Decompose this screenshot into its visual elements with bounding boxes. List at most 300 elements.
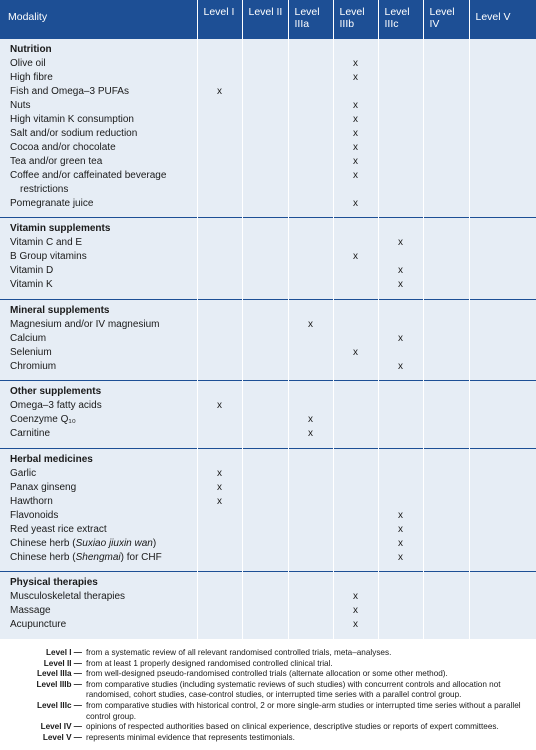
empty-cell	[197, 590, 242, 604]
empty-cell	[288, 509, 333, 523]
modality-label: Salt and/or sodium reduction	[0, 127, 197, 141]
empty-cell	[423, 57, 469, 71]
empty-cell	[378, 413, 423, 427]
empty-cell	[288, 218, 333, 237]
empty-cell	[333, 413, 378, 427]
empty-cell	[288, 467, 333, 481]
spacer-cell	[423, 565, 469, 572]
table-row	[0, 236, 536, 250]
empty-cell	[242, 604, 288, 618]
empty-cell	[378, 141, 423, 155]
empty-cell	[423, 551, 469, 565]
empty-cell	[378, 218, 423, 237]
empty-cell	[197, 604, 242, 618]
empty-cell	[469, 236, 536, 250]
modality-label: Magnesium and/or IV magnesium	[0, 318, 197, 332]
empty-cell	[423, 113, 469, 127]
legend-key: Level IIIa —	[36, 669, 82, 679]
empty-cell	[242, 250, 288, 264]
empty-cell	[378, 57, 423, 71]
group-title: Herbal medicines	[0, 448, 197, 467]
empty-cell	[197, 318, 242, 332]
table-row	[0, 278, 536, 292]
empty-cell	[423, 71, 469, 85]
modality-label: Flavonoids	[0, 509, 197, 523]
empty-cell	[333, 264, 378, 278]
empty-cell	[197, 551, 242, 565]
empty-cell	[288, 250, 333, 264]
empty-cell	[469, 113, 536, 127]
empty-cell	[288, 551, 333, 565]
table-row	[0, 71, 536, 85]
modality-label: Nuts	[0, 99, 197, 113]
empty-cell	[469, 537, 536, 551]
empty-cell	[288, 346, 333, 360]
empty-cell	[378, 427, 423, 441]
group-title: Physical therapies	[0, 572, 197, 591]
evidence-mark: x	[378, 537, 423, 551]
empty-cell	[469, 604, 536, 618]
spacer-cell	[378, 565, 423, 572]
spacer-cell	[242, 374, 288, 381]
empty-cell	[288, 381, 333, 400]
modality-label: Carnitine	[0, 427, 197, 441]
evidence-mark: x	[378, 509, 423, 523]
empty-cell	[469, 57, 536, 71]
empty-cell	[423, 250, 469, 264]
modality-label: Selenium	[0, 346, 197, 360]
spacer-cell	[423, 374, 469, 381]
empty-cell	[242, 141, 288, 155]
col-header-level-2: Level II	[242, 0, 288, 38]
empty-cell	[378, 481, 423, 495]
empty-cell	[378, 448, 423, 467]
empty-cell	[242, 448, 288, 467]
empty-cell	[469, 360, 536, 374]
evidence-mark: x	[333, 57, 378, 71]
empty-cell	[423, 467, 469, 481]
empty-cell	[423, 604, 469, 618]
modality-label: Red yeast rice extract	[0, 523, 197, 537]
evidence-mark: x	[333, 604, 378, 618]
spacer-cell	[423, 211, 469, 218]
empty-cell	[423, 346, 469, 360]
empty-cell	[423, 85, 469, 99]
modality-label: Vitamin D	[0, 264, 197, 278]
empty-cell	[469, 399, 536, 413]
empty-cell	[378, 399, 423, 413]
table-row	[0, 169, 536, 197]
empty-cell	[288, 85, 333, 99]
group-heading-row	[0, 218, 536, 237]
legend-text: represents minimal evidence that represents testimonials.	[86, 732, 295, 742]
evidence-mark: x	[333, 141, 378, 155]
empty-cell	[423, 197, 469, 211]
empty-cell	[423, 481, 469, 495]
empty-cell	[242, 551, 288, 565]
modality-label: Musculoskeletal therapies	[0, 590, 197, 604]
group-title: Vitamin supplements	[0, 218, 197, 237]
empty-cell	[469, 523, 536, 537]
spacer-cell	[197, 632, 242, 639]
spacer-cell	[288, 441, 333, 448]
table-row	[0, 427, 536, 441]
empty-cell	[469, 250, 536, 264]
spacer-cell	[333, 211, 378, 218]
empty-cell	[423, 495, 469, 509]
spacer-cell	[288, 565, 333, 572]
evidence-mark: x	[378, 332, 423, 346]
empty-cell	[242, 218, 288, 237]
group-mineral-supplements	[0, 299, 536, 381]
modality-label: Chromium	[0, 360, 197, 374]
empty-cell	[423, 218, 469, 237]
evidence-mark: x	[197, 85, 242, 99]
empty-cell	[197, 197, 242, 211]
empty-cell	[197, 169, 242, 197]
empty-cell	[288, 604, 333, 618]
table-row	[0, 346, 536, 360]
group-title: Other supplements	[0, 381, 197, 400]
evidence-mark: x	[378, 264, 423, 278]
empty-cell	[288, 264, 333, 278]
empty-cell	[469, 38, 536, 57]
empty-cell	[333, 38, 378, 57]
spacer-cell	[242, 441, 288, 448]
empty-cell	[333, 537, 378, 551]
empty-cell	[242, 572, 288, 591]
col-header-level-5: Level V	[469, 0, 536, 38]
empty-cell	[197, 155, 242, 169]
modality-label: Calcium	[0, 332, 197, 346]
empty-cell	[242, 127, 288, 141]
empty-cell	[242, 71, 288, 85]
table-row	[0, 481, 536, 495]
empty-cell	[469, 85, 536, 99]
empty-cell	[333, 218, 378, 237]
empty-cell	[197, 413, 242, 427]
spacer-cell	[469, 211, 536, 218]
empty-cell	[469, 551, 536, 565]
empty-cell	[423, 523, 469, 537]
empty-cell	[288, 448, 333, 467]
legend-entry	[0, 680, 536, 701]
group-heading-row	[0, 381, 536, 400]
empty-cell	[197, 509, 242, 523]
empty-cell	[333, 448, 378, 467]
empty-cell	[288, 113, 333, 127]
empty-cell	[423, 169, 469, 197]
empty-cell	[197, 537, 242, 551]
modality-label: Vitamin C and E	[0, 236, 197, 250]
empty-cell	[242, 299, 288, 318]
empty-cell	[378, 467, 423, 481]
evidence-mark: x	[378, 360, 423, 374]
empty-cell	[378, 604, 423, 618]
empty-cell	[378, 127, 423, 141]
table-row	[0, 85, 536, 99]
empty-cell	[333, 467, 378, 481]
modality-label: Pomegranate juice	[0, 197, 197, 211]
modality-label: B Group vitamins	[0, 250, 197, 264]
legend-text: opinions of respected authorities based on clinical experience, descriptive studies or reports of expert committees.	[86, 722, 499, 732]
empty-cell	[242, 523, 288, 537]
table-row	[0, 197, 536, 211]
empty-cell	[423, 332, 469, 346]
evidence-mark: x	[333, 197, 378, 211]
empty-cell	[469, 413, 536, 427]
empty-cell	[469, 71, 536, 85]
table-row	[0, 250, 536, 264]
evidence-mark: x	[288, 427, 333, 441]
legend-key: Level IIIb —	[36, 679, 82, 689]
empty-cell	[197, 360, 242, 374]
empty-cell	[378, 346, 423, 360]
empty-cell	[423, 38, 469, 57]
empty-cell	[423, 381, 469, 400]
empty-cell	[378, 381, 423, 400]
empty-cell	[242, 413, 288, 427]
table-row	[0, 495, 536, 509]
empty-cell	[288, 197, 333, 211]
empty-cell	[333, 523, 378, 537]
empty-cell	[242, 590, 288, 604]
empty-cell	[288, 495, 333, 509]
spacer-cell	[0, 292, 197, 299]
empty-cell	[288, 236, 333, 250]
spacer-cell	[378, 374, 423, 381]
empty-cell	[288, 169, 333, 197]
spacer-cell	[0, 211, 197, 218]
empty-cell	[197, 141, 242, 155]
empty-cell	[197, 71, 242, 85]
group-spacer	[0, 632, 536, 639]
group-spacer	[0, 565, 536, 572]
modality-label: Massage	[0, 604, 197, 618]
empty-cell	[469, 332, 536, 346]
spacer-cell	[242, 292, 288, 299]
evidence-mark: x	[197, 399, 242, 413]
empty-cell	[469, 318, 536, 332]
empty-cell	[333, 332, 378, 346]
empty-cell	[469, 572, 536, 591]
empty-cell	[469, 278, 536, 292]
group-heading-row	[0, 572, 536, 591]
table-row	[0, 99, 536, 113]
empty-cell	[333, 495, 378, 509]
evidence-mark: x	[333, 250, 378, 264]
legend-key: Level IIIc —	[36, 700, 82, 710]
legend-entry	[0, 701, 536, 722]
empty-cell	[333, 381, 378, 400]
evidence-mark: x	[197, 467, 242, 481]
legend-entry	[0, 648, 536, 659]
group-title: Mineral supplements	[0, 299, 197, 318]
spacer-cell	[469, 441, 536, 448]
empty-cell	[423, 141, 469, 155]
empty-cell	[423, 448, 469, 467]
empty-cell	[197, 278, 242, 292]
spacer-cell	[333, 632, 378, 639]
empty-cell	[469, 218, 536, 237]
table-row	[0, 537, 536, 551]
evidence-mark: x	[333, 169, 378, 197]
empty-cell	[288, 360, 333, 374]
empty-cell	[423, 413, 469, 427]
empty-cell	[423, 618, 469, 632]
spacer-cell	[423, 292, 469, 299]
empty-cell	[333, 399, 378, 413]
table-row	[0, 57, 536, 71]
col-header-level-3c: Level IIIc	[378, 0, 423, 38]
spacer-cell	[242, 565, 288, 572]
spacer-cell	[333, 565, 378, 572]
empty-cell	[378, 250, 423, 264]
empty-cell	[333, 299, 378, 318]
empty-cell	[378, 590, 423, 604]
empty-cell	[197, 264, 242, 278]
empty-cell	[333, 551, 378, 565]
empty-cell	[469, 155, 536, 169]
evidence-mark: x	[333, 590, 378, 604]
modality-label: Olive oil	[0, 57, 197, 71]
empty-cell	[469, 509, 536, 523]
empty-cell	[423, 236, 469, 250]
empty-cell	[469, 481, 536, 495]
modality-label: Acupuncture	[0, 618, 197, 632]
legend-entry	[0, 669, 536, 680]
spacer-cell	[333, 441, 378, 448]
empty-cell	[197, 427, 242, 441]
empty-cell	[469, 495, 536, 509]
empty-cell	[333, 427, 378, 441]
group-heading-row	[0, 38, 536, 57]
empty-cell	[378, 169, 423, 197]
empty-cell	[469, 590, 536, 604]
table-row	[0, 318, 536, 332]
empty-cell	[242, 85, 288, 99]
evidence-mark: x	[378, 236, 423, 250]
modality-label: High vitamin K consumption	[0, 113, 197, 127]
group-physical-therapies	[0, 572, 536, 640]
evidence-mark: x	[197, 495, 242, 509]
empty-cell	[242, 113, 288, 127]
empty-cell	[378, 99, 423, 113]
empty-cell	[197, 381, 242, 400]
group-nutrition	[0, 38, 536, 218]
empty-cell	[378, 85, 423, 99]
legend-key: Level V —	[42, 732, 82, 742]
spacer-cell	[333, 374, 378, 381]
modality-label: Cocoa and/or chocolate	[0, 141, 197, 155]
empty-cell	[288, 537, 333, 551]
modality-label: Omega–3 fatty acids	[0, 399, 197, 413]
empty-cell	[242, 169, 288, 197]
empty-cell	[197, 218, 242, 237]
empty-cell	[423, 264, 469, 278]
empty-cell	[242, 57, 288, 71]
spacer-cell	[288, 374, 333, 381]
empty-cell	[423, 537, 469, 551]
modality-label: Fish and Omega–3 PUFAs	[0, 85, 197, 99]
empty-cell	[242, 99, 288, 113]
empty-cell	[333, 360, 378, 374]
modality-label: Hawthorn	[0, 495, 197, 509]
table-row	[0, 399, 536, 413]
evidence-mark: x	[333, 71, 378, 85]
spacer-cell	[423, 632, 469, 639]
group-herbal-medicines	[0, 448, 536, 572]
evidence-mark: x	[197, 481, 242, 495]
empty-cell	[288, 523, 333, 537]
spacer-cell	[469, 565, 536, 572]
legend-text: from a systematic review of all relevant randomised controlled trials, meta–analyses.	[86, 648, 392, 657]
empty-cell	[288, 299, 333, 318]
empty-cell	[288, 127, 333, 141]
empty-cell	[423, 572, 469, 591]
empty-cell	[242, 360, 288, 374]
empty-cell	[333, 318, 378, 332]
empty-cell	[469, 448, 536, 467]
empty-cell	[378, 299, 423, 318]
spacer-cell	[197, 211, 242, 218]
empty-cell	[197, 332, 242, 346]
modality-label: Panax ginseng	[0, 481, 197, 495]
empty-cell	[197, 38, 242, 57]
empty-cell	[378, 155, 423, 169]
legend-text: from well-designed pseudo-randomised controlled trials (alternate allocation or some other method).	[86, 669, 448, 679]
empty-cell	[242, 427, 288, 441]
modality-label: Tea and/or green tea	[0, 155, 197, 169]
empty-cell	[333, 85, 378, 99]
legend-text: from comparative studies (including systematic reviews of such studies) with concurrent controls and allocation not randomised, cohort studies, case-control studies, or interrupted time series with a parallel control group.	[86, 679, 501, 700]
group-spacer	[0, 374, 536, 381]
legend-entry	[0, 733, 536, 744]
legend-entry	[0, 659, 536, 670]
empty-cell	[423, 509, 469, 523]
empty-cell	[288, 618, 333, 632]
empty-cell	[288, 57, 333, 71]
group-spacer	[0, 211, 536, 218]
table-row	[0, 604, 536, 618]
empty-cell	[423, 155, 469, 169]
empty-cell	[333, 572, 378, 591]
empty-cell	[378, 318, 423, 332]
spacer-cell	[197, 292, 242, 299]
empty-cell	[333, 509, 378, 523]
empty-cell	[469, 618, 536, 632]
empty-cell	[288, 155, 333, 169]
empty-cell	[469, 346, 536, 360]
empty-cell	[423, 299, 469, 318]
empty-cell	[469, 381, 536, 400]
col-header-level-3b: Level IIIb	[333, 0, 378, 38]
evidence-mark: x	[333, 155, 378, 169]
empty-cell	[423, 127, 469, 141]
empty-cell	[197, 572, 242, 591]
empty-cell	[242, 197, 288, 211]
table-row	[0, 360, 536, 374]
empty-cell	[242, 236, 288, 250]
empty-cell	[378, 618, 423, 632]
empty-cell	[288, 572, 333, 591]
spacer-cell	[378, 632, 423, 639]
spacer-cell	[0, 374, 197, 381]
col-header-level-4: Level IV	[423, 0, 469, 38]
evidence-mark: x	[378, 278, 423, 292]
empty-cell	[197, 299, 242, 318]
empty-cell	[333, 236, 378, 250]
